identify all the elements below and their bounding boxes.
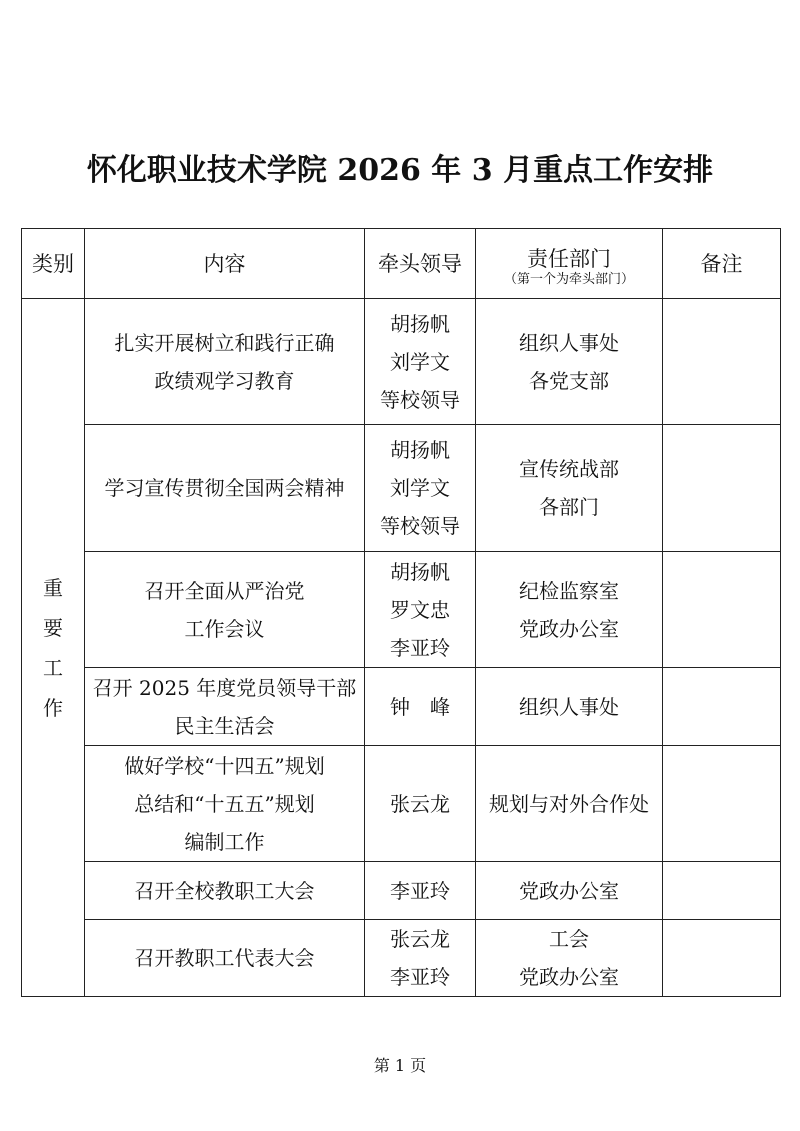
leader-cell [365, 862, 476, 920]
department-line: 工会 [549, 927, 589, 951]
leader-line: 胡扬帆 [390, 311, 450, 336]
header-department-label: 责任部门 [527, 246, 611, 271]
content-line: 召开教职工代表大会 [134, 946, 315, 970]
table-row [22, 746, 781, 862]
document-title: 怀化职业技术学院 2026 年 3 月重点工作安排 [86, 153, 714, 188]
leader-line: 胡扬帆 [390, 438, 450, 462]
remark-cell [663, 862, 781, 920]
remark-cell [663, 668, 781, 746]
remark-cell [663, 425, 781, 552]
content-line: 做好学校“十四五”规划 [124, 753, 325, 778]
leader-line: 钟 峰 [390, 694, 450, 719]
department-line: 各部门 [539, 495, 599, 519]
department-cell [476, 920, 663, 997]
content-line: 总结和“十五五”规划 [134, 791, 315, 816]
content-cell [85, 299, 365, 425]
category-char: 要 [43, 615, 63, 640]
header-department [476, 229, 663, 299]
leader-line: 李亚玲 [390, 878, 450, 903]
department-cell [476, 425, 663, 552]
department-line: 党政办公室 [519, 616, 619, 641]
content-cell [85, 668, 365, 746]
department-line: 组织人事处 [519, 330, 619, 355]
department-line: 各党支部 [529, 368, 609, 393]
content-cell [85, 746, 365, 862]
page-number: 第 1 页 [373, 1056, 427, 1075]
remark-cell [663, 920, 781, 997]
content-cell [85, 425, 365, 552]
leader-line: 李亚玲 [390, 635, 450, 660]
content-line: 工作会议 [184, 616, 265, 641]
leader-line: 等校领导 [380, 514, 460, 538]
work-plan-table [21, 228, 781, 997]
department-cell [476, 299, 663, 425]
leader-cell [365, 920, 476, 997]
content-line: 编制工作 [184, 829, 265, 854]
header-department-note: （第一个为牵头部门） [503, 271, 634, 287]
content-line: 召开全面从严治党 [144, 578, 305, 603]
leader-cell [365, 425, 476, 552]
remark-cell [663, 299, 781, 425]
header-remark: 备注 [663, 229, 781, 299]
department-cell [476, 552, 663, 668]
header-content: 内容 [85, 229, 365, 299]
content-cell [85, 920, 365, 997]
department-cell [476, 746, 663, 862]
leader-line: 张云龙 [390, 791, 450, 816]
content-line: 民主生活会 [174, 713, 275, 738]
header-leader: 牵头领导 [365, 229, 476, 299]
department-line: 规划与对外合作处 [489, 791, 649, 816]
table-row [22, 668, 781, 746]
leader-line: 刘学文 [390, 349, 450, 374]
table-row [22, 920, 781, 997]
leader-line: 李亚玲 [390, 965, 450, 989]
department-line: 组织人事处 [519, 694, 619, 719]
leader-line: 刘学文 [390, 476, 450, 500]
table-row [22, 425, 781, 552]
content-line: 召开 2025 年度党员领导干部 [92, 675, 357, 700]
leader-cell [365, 668, 476, 746]
leader-cell [365, 299, 476, 425]
table-row [22, 862, 781, 920]
category-char: 作 [43, 695, 63, 720]
category-char: 重 [43, 575, 63, 600]
leader-line: 胡扬帆 [390, 559, 450, 584]
department-line: 党政办公室 [519, 965, 619, 989]
leader-line: 张云龙 [390, 927, 450, 951]
content-line: 政绩观学习教育 [154, 368, 295, 393]
content-line: 召开全校教职工大会 [134, 878, 315, 903]
content-line: 学习宣传贯彻全国两会精神 [104, 476, 345, 500]
content-line: 扎实开展树立和践行正确 [114, 330, 335, 355]
department-cell [476, 668, 663, 746]
table-row [22, 299, 781, 425]
leader-line: 罗文忠 [390, 597, 450, 622]
leader-cell [365, 746, 476, 862]
department-line: 宣传统战部 [519, 457, 619, 481]
department-cell [476, 862, 663, 920]
category-char: 工 [43, 655, 63, 680]
leader-cell [365, 552, 476, 668]
department-line: 党政办公室 [519, 878, 619, 903]
table-header-row [22, 229, 781, 299]
department-line: 纪检监察室 [519, 578, 619, 603]
content-cell [85, 552, 365, 668]
remark-cell [663, 746, 781, 862]
leader-line: 等校领导 [380, 387, 460, 412]
table-row [22, 552, 781, 668]
remark-cell [663, 552, 781, 668]
content-cell [85, 862, 365, 920]
category-cell [22, 299, 85, 997]
header-category: 类别 [22, 229, 85, 299]
